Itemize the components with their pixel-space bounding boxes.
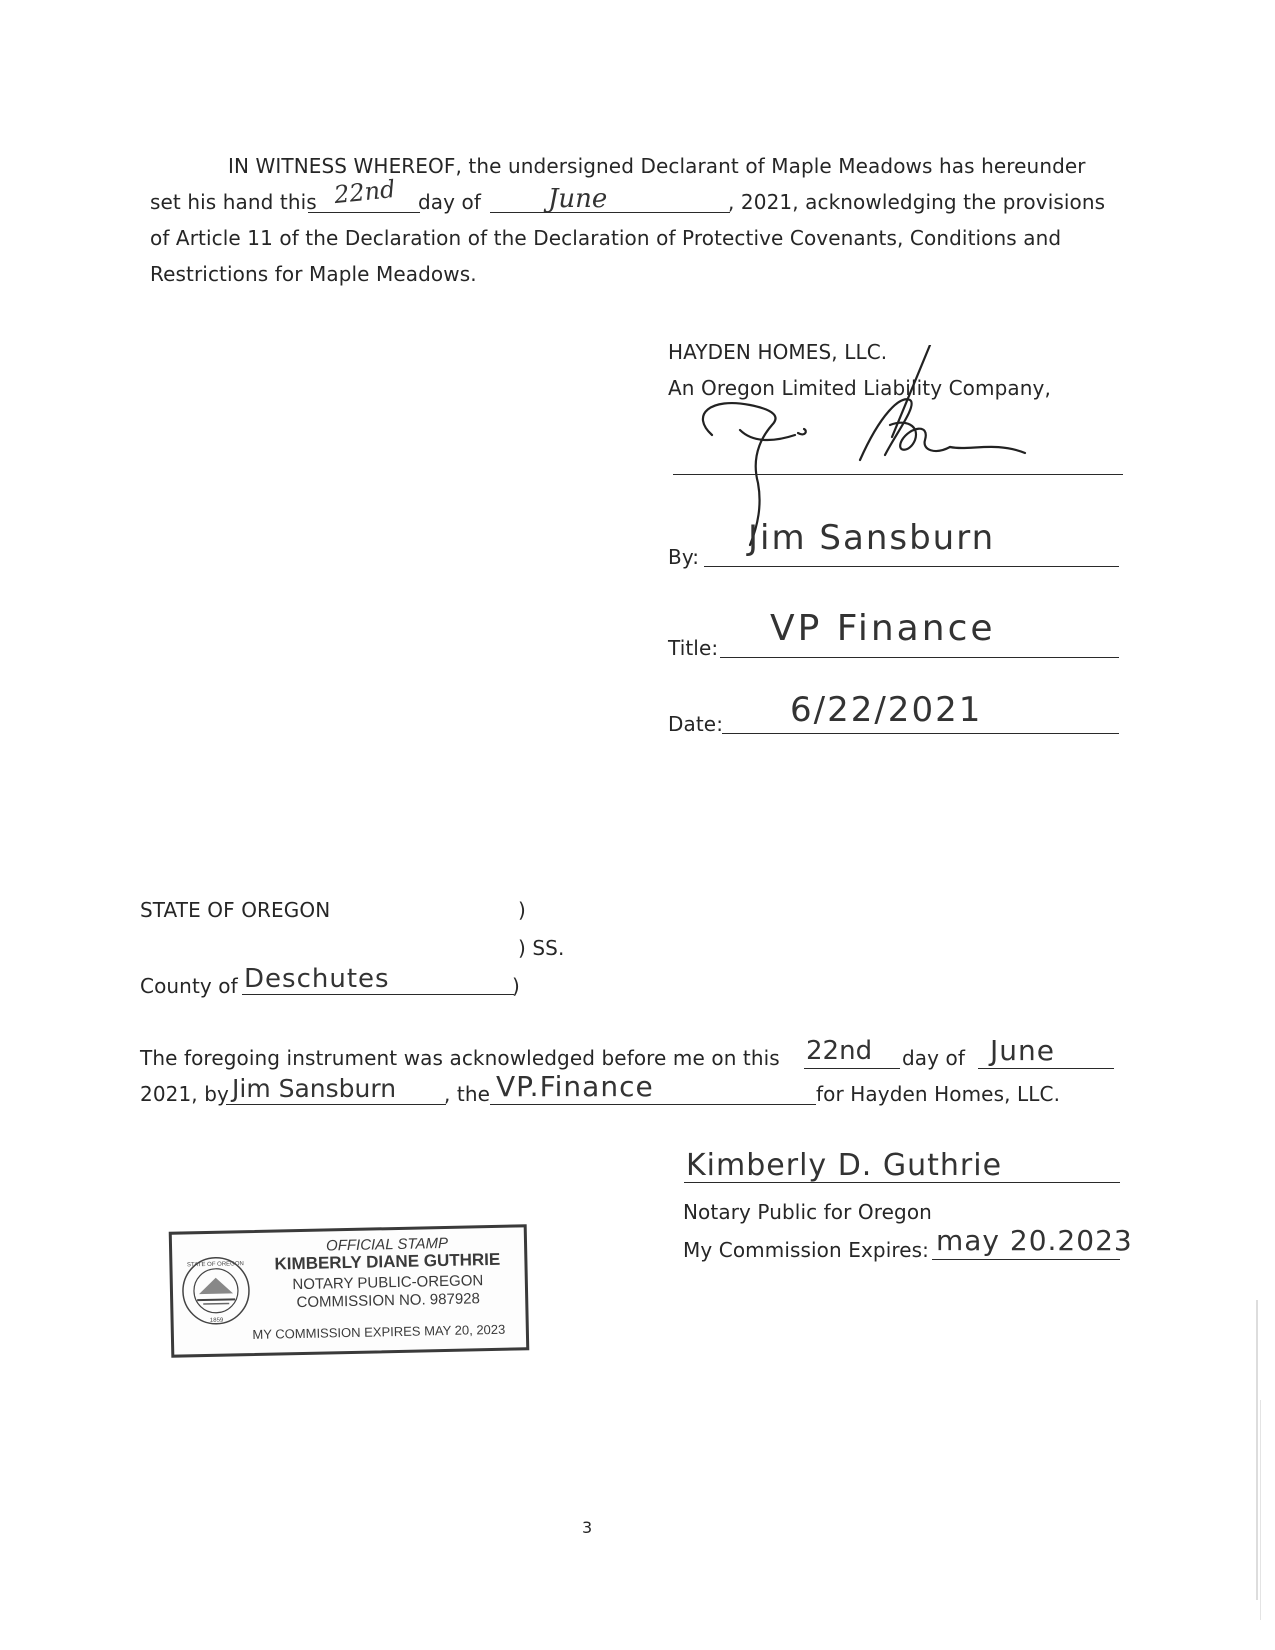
stamp-heading: OFFICIAL STAMP	[325, 1234, 449, 1255]
stamp-line-2: COMMISSION NO. 987928	[296, 1290, 481, 1312]
ack-day-line	[804, 1068, 900, 1069]
handwritten-ack-day: 22nd	[806, 1036, 873, 1066]
handwritten-title: VP Finance	[770, 608, 996, 649]
handwritten-date: 6/22/2021	[790, 690, 983, 730]
handwritten-day: 22nd	[332, 174, 397, 210]
commission-expires-line	[932, 1259, 1120, 1260]
ack-month-line	[978, 1068, 1114, 1069]
handwritten-ack-name: Jim Sansburn	[232, 1074, 397, 1103]
by-line	[704, 566, 1119, 567]
official-notary-stamp	[169, 1224, 530, 1357]
scan-edge-artifact	[1260, 1400, 1261, 1620]
ack-text-a: The foregoing instrument was acknowledged before me on this	[140, 1046, 780, 1070]
ack-title-line	[490, 1104, 816, 1105]
notary-role: Notary Public for Oregon	[683, 1200, 932, 1224]
ack-text-e: for Hayden Homes, LLC.	[816, 1082, 1061, 1106]
commission-expires-label: My Commission Expires:	[683, 1238, 930, 1262]
date-label: Date:	[668, 712, 724, 736]
stamp-line-1: NOTARY PUBLIC-OREGON	[292, 1272, 484, 1294]
seal-top-text: STATE OF OREGON	[186, 1261, 244, 1269]
state-seal-icon	[180, 1255, 251, 1326]
county-label: County of	[140, 974, 238, 998]
witness-set-hand-text: set his hand this	[150, 190, 317, 214]
venue-paren-1: )	[518, 898, 526, 922]
ack-text-c: 2021, by	[140, 1082, 229, 1106]
witness-line-3: of Article 11 of the Declaration of the Declaration of Protective Covenants, Conditions and	[150, 226, 1062, 250]
handwritten-commission-expires: may 20.2023	[936, 1224, 1133, 1257]
state-label: STATE OF OREGON	[140, 898, 331, 922]
witness-day-of-text: day of	[418, 190, 482, 214]
ss-label: ) SS.	[518, 936, 565, 960]
stamp-line-3: MY COMMISSION EXPIRES MAY 20, 2023	[252, 1321, 506, 1343]
notary-signature: Kimberly D. Guthrie	[686, 1148, 1003, 1183]
ack-text-d: , the	[444, 1082, 491, 1106]
title-line	[720, 657, 1119, 658]
handwritten-ack-month: June	[990, 1034, 1055, 1067]
title-label: Title:	[668, 636, 719, 660]
month-blank-line	[490, 212, 730, 213]
seal-year: 1859	[209, 1317, 224, 1324]
witness-line-1: IN WITNESS WHEREOF, the undersigned Declarant of Maple Meadows has hereunder	[228, 154, 1086, 178]
company-name: HAYDEN HOMES, LLC.	[668, 340, 888, 364]
date-line	[722, 733, 1119, 734]
by-label: By:	[668, 545, 700, 569]
company-description: An Oregon Limited Liability Company,	[668, 376, 1051, 400]
county-line	[242, 994, 514, 995]
handwritten-county: Deschutes	[244, 964, 390, 994]
venue-paren-3: )	[512, 974, 520, 998]
notary-signature-line	[684, 1182, 1120, 1183]
signature-line	[673, 474, 1123, 475]
witness-line-4: Restrictions for Maple Meadows.	[150, 262, 477, 286]
stamp-notary-name: KIMBERLY DIANE GUTHRIE	[274, 1249, 501, 1274]
witness-year-text: , 2021, acknowledging the provisions	[728, 190, 1106, 214]
scan-edge-artifact	[1256, 1300, 1258, 1600]
ack-name-line	[226, 1104, 446, 1105]
handwritten-ack-title: VP.Finance	[496, 1070, 654, 1103]
ack-text-b: day of	[902, 1046, 966, 1070]
handwritten-name: Jim Sansburn	[748, 518, 996, 558]
day-blank-line	[308, 212, 420, 213]
handwritten-month: June	[548, 184, 608, 214]
page-number: 3	[582, 1518, 593, 1537]
